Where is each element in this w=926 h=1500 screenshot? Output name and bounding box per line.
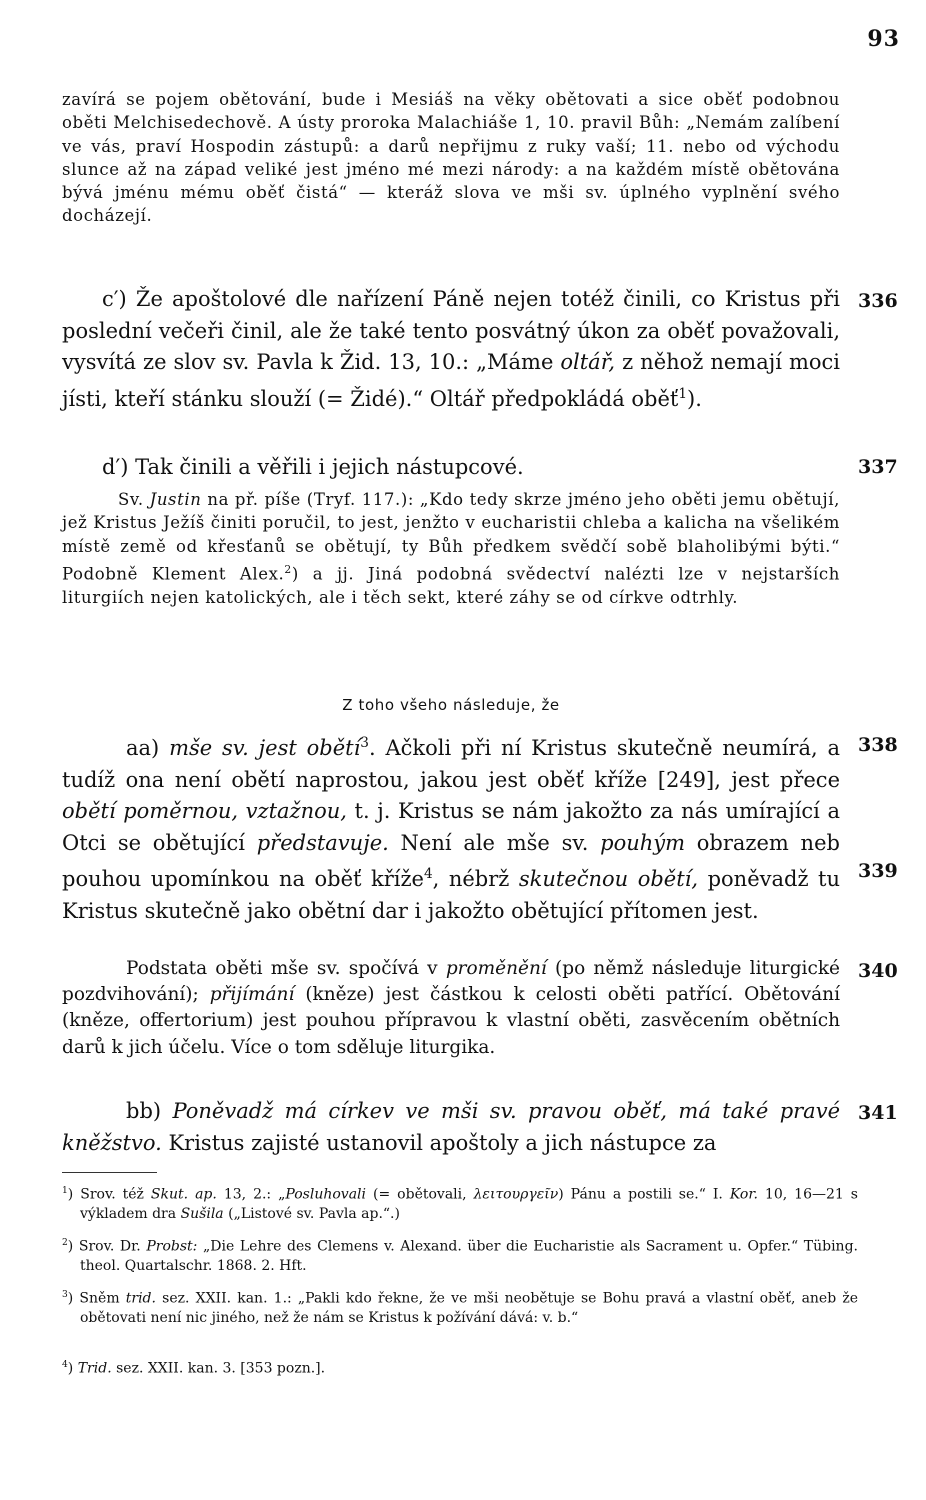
footnote-ref-4: 4 — [423, 866, 433, 882]
footnote-ref-2: 2 — [284, 562, 292, 576]
footnote-1-greek: λειτουργεῖν — [473, 1186, 559, 1203]
paragraph-podstata-text-2: (po němž následuje liturgické pozdvihování); — [62, 958, 840, 1006]
paragraph-justin-name: Justin — [149, 490, 202, 509]
paragraph-aa-text-2: t. j. Kristus se nám jakožto za nás umírající a Otci se obětující — [62, 799, 840, 855]
paragraph-d-text: d′) Tak činili a věřili i jejich nástupcové. — [102, 455, 524, 479]
page-number: 93 — [867, 26, 900, 52]
paragraph-c — [62, 284, 840, 415]
paragraph-aa-emphasis-5: skutečnou obětí, — [518, 867, 699, 891]
footnote-1-text-5: 10, 16—21 s výkladem dra — [80, 1186, 858, 1223]
footnote-3-text-1: Sněm — [79, 1290, 120, 1307]
footnote-4-text: sez. XXII. kan. 3. [353 pozn.]. — [116, 1360, 326, 1377]
footnote-3-text-2: sez. XXII. kan. 1.: „Pakli kdo řekne, že ve mši neobětuje se Bohu pravá a vlastní oběť, aneb že obětovati není nic jiného, než že nám se Kristus k požívání dává: v. b.“ — [80, 1290, 859, 1327]
footnote-rule — [62, 1172, 157, 1173]
footnote-1-italic-4: Sušila — [180, 1206, 224, 1223]
footnote-1-text-2: 13, 2.: „ — [223, 1186, 286, 1203]
paragraph-aa-emphasis-4: pouhým — [600, 830, 686, 855]
paragraph-justin-text-1: Sv. — [118, 490, 144, 509]
footnote-1-italic-3: Kor. — [729, 1186, 758, 1203]
paragraph-justin-text-3: a jj. Jiná podobná svědectví nalézti lze v nejstarších liturgiích nejen katolických, ale i těch sekt, které záhy se od církve odtrhly. — [62, 564, 840, 607]
paragraph-c-close: ). — [687, 386, 702, 411]
paragraph-podstata-emphasis-2: přijímání — [209, 984, 295, 1006]
footnote-ref-3: 3 — [360, 735, 369, 751]
paragraph-podstata-text-1: Podstata oběti mše sv. spočívá v — [126, 958, 438, 979]
margin-number-340: 340 — [858, 960, 898, 982]
paragraph-aa-label: aa) — [126, 736, 160, 760]
paragraph-podstata-emphasis-1: proměnění — [445, 958, 547, 979]
paragraph-justin — [62, 488, 840, 609]
footnote-4-number: 4 — [62, 1360, 68, 1370]
paragraph-podstata-text-3: (kněze) jest částkou k celosti oběti patřící. Obětování (kněze, offertorium) jest pouhou přípravou k vlastní oběti, zasvěcením obětních darů k jich účelu. Více o tom sděluje liturgika. — [62, 984, 840, 1058]
paragraph-justin-close: ) — [291, 564, 299, 584]
paragraph-aa-emphasis-1: mše sv. jest obětí — [169, 736, 361, 760]
margin-number-336: 336 — [858, 290, 898, 312]
footnote-2-text-2: „Die Lehre des Clemens v. Alexand. über die Eucharistie als Sacrament u. Opfer.“ Tübing. theol. Quartalschr. 1868. 2. Hft. — [80, 1238, 858, 1275]
paragraph-aa-text-4: obrazem neb pouhou upomínkou na oběť kříže — [62, 830, 840, 891]
footnote-4-italic: Trid. — [77, 1360, 112, 1377]
paragraph-aa-text-1: . Ačkoli při ní Kristus skutečně neumírá, a tudíž ona není obětí naprostou, jakou jest oběť kříže [249], jest přece — [62, 736, 840, 792]
footnote-ref-1: 1 — [678, 385, 688, 402]
paragraph-intro — [62, 88, 840, 228]
margin-number-338: 338 — [858, 734, 898, 756]
footnote-2-text-1: Srov. Dr. — [78, 1238, 141, 1255]
paragraph-aa — [62, 728, 840, 927]
footnote-1-text-1: Srov. též — [80, 1186, 144, 1203]
paragraph-bb — [62, 1096, 840, 1159]
paragraph-bb-text: Kristus zajisté ustanovil apoštoly a jich nástupce za — [168, 1130, 717, 1155]
footnote-1-text-4: ) Pánu a postili se.“ I. — [558, 1186, 723, 1203]
footnote-2-italic: Probst: — [146, 1238, 198, 1255]
paragraph-justin-text-2: na př. píše (Tryf. 117.): „Kdo tedy skrze jméno jeho oběti jemu obětují, jež Kristus Ježíš činiti poručil, to jest, jenžto v eucharistii chleba a kalicha na všelikém místě země od křesťanů se obětují, ty Bůh předkem svědčí sobě blaholibými býti.“ Podobně Klement Alex. — [62, 490, 840, 584]
footnote-3-number: 3 — [62, 1290, 68, 1300]
paragraph-bb-label: bb) — [126, 1099, 162, 1123]
paragraph-c-text-2: z něhož nemají moci jísti, kteří stánku slouží (= Židé).“ Oltář předpokládá oběť — [62, 350, 840, 411]
footnote-1-number: 1 — [62, 1186, 68, 1196]
footnote-1-text-3: (= obětovali, — [373, 1186, 467, 1203]
footnote-1: $^1$) Srov. též Skut. ap. 13, 2.: „Posluhovali (= obětovali, λειτουργεῖν) Pánu a postili se.“ I. Kor. 10, 16—21 s výkladem dra Sušila („Listové sv. Pavla ap.“.) — [62, 1186, 858, 1223]
footnote-4: $^4$) Trid. sez. XXII. kan. 3. [353 pozn.]. — [62, 1360, 326, 1377]
paragraph-podstata — [62, 956, 840, 1061]
paragraph-aa-text-3: Není ale mše sv. — [400, 830, 589, 855]
footnote-3: $^3$) Sněm trid. sez. XXII. kan. 1.: „Pakli kdo řekne, že ve mši neobětuje se Bohu pravá a vlastní oběť, aneb že obětovati není nic jiného, než že nám se Kristus k požívání dává: v. b.“ — [62, 1290, 859, 1327]
section-heading: Z toho všeho následuje, že — [342, 696, 560, 714]
margin-number-337: 337 — [858, 456, 898, 478]
paragraph-intro-text: zavírá se pojem obětování, bude i Mesiáš na věky obětovati a sice oběť podobnou oběti Melchisedechově. A ústy proroka Malachiáše 1, 10. pravil Bůh: „Nemám zalíbení ve vás, praví Hospodin zástupů: a darů nepřijmu z ruky vaší; 11. nebo od východu slunce až na západ veliké jest jméno mé mezi národy: a na každém místě obětována bývá jménu mému oběť čistá“ — kteráž slova ve mši sv. úplného vyplnění svého docházejí. — [62, 90, 840, 226]
footnote-2-number: 2 — [62, 1238, 68, 1248]
footnote-1-italic-1: Skut. ap. — [150, 1186, 217, 1203]
paragraph-aa-emphasis-3: představuje. — [256, 830, 389, 855]
paragraph-bb-emphasis: Poněvadž má církev ve mši sv. pravou oběť, má také pravé kněžstvo. — [62, 1099, 840, 1155]
paragraph-c-emphasis: oltář, — [560, 350, 616, 374]
footnote-2: $^2$) Srov. Dr. Probst: „Die Lehre des Clemens v. Alexand. über die Eucharistie als Sacrament u. Opfer.“ Tübing. theol. Quartalschr. 1868. 2. Hft. — [62, 1238, 858, 1275]
margin-number-339: 339 — [858, 860, 898, 882]
paragraph-aa-text-5: , nébrž — [432, 867, 510, 891]
paragraph-aa-emphasis-2: obětí poměrnou, vztažnou, — [62, 799, 347, 823]
footnote-1-italic-2: Posluhovali — [285, 1186, 367, 1203]
margin-number-341: 341 — [858, 1102, 898, 1124]
footnote-3-italic: trid. — [125, 1290, 156, 1307]
paragraph-d — [62, 452, 840, 484]
paragraph-c-text-1: c′) Že apoštolové dle nařízení Páně nejen totéž činili, co Kristus při poslední večeři činil, ale že také tento posvátný úkon za oběť považovali, vysvítá ze slov sv. Pavla k Žid. 13, 10.: „Máme — [62, 287, 840, 374]
footnote-1-text-6: („Listové sv. Pavla ap.“.) — [228, 1206, 400, 1223]
paragraph-aa-text-6: poněvadž tu Kristus skutečně jako obětní dar i jakožto obětující přítomen jest. — [62, 867, 840, 923]
